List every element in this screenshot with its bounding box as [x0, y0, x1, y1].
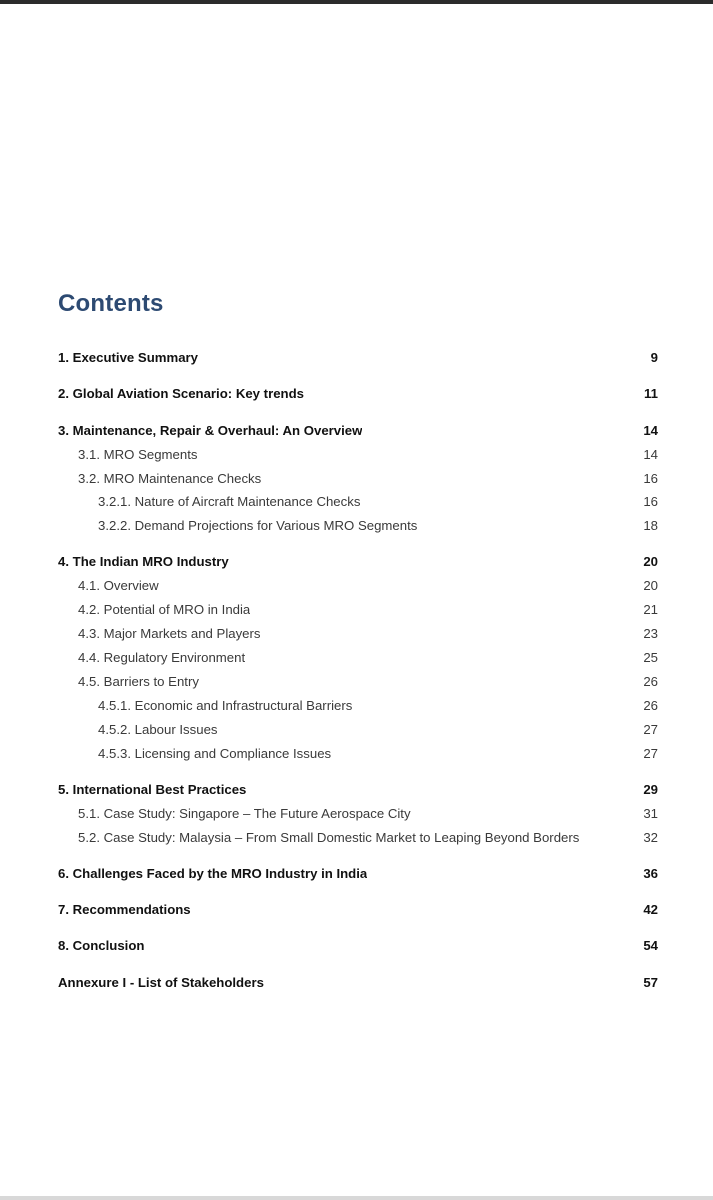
toc-entry-label: 5.1. Case Study: Singapore – The Future Aerospace City — [78, 805, 411, 821]
toc-entry-label: 3.1. MRO Segments — [78, 446, 198, 462]
bottom-edge-line — [0, 1196, 713, 1200]
toc-entry-label: 1. Executive Summary — [58, 349, 199, 365]
toc-entry-conclusion[interactable] — [58, 934, 660, 956]
toc-entry-global-aviation-scenario[interactable] — [58, 382, 660, 404]
toc-entry-page: 20 — [643, 553, 658, 569]
toc-entry-barriers-to-entry[interactable] — [58, 670, 660, 692]
toc-entry-page: 20 — [643, 577, 658, 593]
toc-entry-page: 26 — [643, 673, 658, 689]
toc-entry-international-best-practices[interactable] — [58, 778, 660, 800]
toc-entry-label: 4.5.1. Economic and Infrastructural Barriers — [98, 697, 353, 713]
toc-entry-label: 3. Maintenance, Repair & Overhaul: An Overview — [58, 422, 363, 438]
toc-entry-page: 31 — [643, 805, 658, 821]
toc-entry-label: 2. Global Aviation Scenario: Key trends — [58, 385, 304, 401]
page-title: Contents — [58, 290, 164, 317]
toc-entry-major-markets[interactable] — [58, 622, 660, 644]
toc-entry-label: 4. The Indian MRO Industry — [58, 553, 229, 569]
toc-entry-label: 3.2.1. Nature of Aircraft Maintenance Checks — [98, 493, 361, 509]
toc-entry-label: 5. International Best Practices — [58, 781, 247, 797]
toc-entry-page: 25 — [643, 649, 658, 665]
toc-entry-nature-of-checks[interactable] — [58, 490, 660, 512]
toc-entry-page: 32 — [643, 829, 658, 845]
toc-entry-challenges[interactable] — [58, 862, 660, 884]
toc-entry-page: 42 — [643, 901, 658, 917]
toc-entry-label: 8. Conclusion — [58, 937, 145, 953]
toc-entry-page: 27 — [643, 721, 658, 737]
toc-entry-label: 7. Recommendations — [58, 901, 191, 917]
toc-entry-label: 5.2. Case Study: Malaysia – From Small Domestic Market to Leaping Beyond Borders — [78, 829, 580, 845]
toc-entry-potential-of-mro[interactable] — [58, 598, 660, 620]
toc-entry-label: 4.5. Barriers to Entry — [78, 673, 199, 689]
toc-entry-indian-mro-industry[interactable] — [58, 550, 660, 572]
toc-entry-case-study-malaysia[interactable] — [58, 826, 660, 848]
toc-entry-overview[interactable] — [58, 574, 660, 596]
toc-entry-label: 4.5.3. Licensing and Compliance Issues — [98, 745, 332, 761]
toc-entry-recommendations[interactable] — [58, 898, 660, 920]
toc-entry-regulatory-environment[interactable] — [58, 646, 660, 668]
toc-entry-licensing-issues[interactable] — [58, 742, 660, 764]
toc-entry-page: 27 — [643, 745, 658, 761]
toc-entry-mro-segments[interactable] — [58, 443, 660, 465]
toc-entry-page: 21 — [643, 601, 658, 617]
toc-entry-label: 4.2. Potential of MRO in India — [78, 601, 251, 617]
toc-entry-label: 4.1. Overview — [78, 577, 159, 593]
toc-entry-page: 11 — [644, 385, 658, 401]
toc-entry-label: 4.5.2. Labour Issues — [98, 721, 218, 737]
toc-entry-mro-overview[interactable] — [58, 419, 660, 441]
toc-entry-label: 4.3. Major Markets and Players — [78, 625, 261, 641]
toc-entry-economic-barriers[interactable] — [58, 694, 660, 716]
toc-entry-page: 9 — [650, 349, 658, 365]
toc-entry-mro-maintenance-checks[interactable] — [58, 467, 660, 489]
toc-entry-annexure-stakeholders[interactable] — [58, 971, 660, 993]
toc-entry-label: 3.2.2. Demand Projections for Various MRO Segments — [98, 517, 418, 533]
toc-entry-page: 16 — [643, 493, 658, 509]
toc-entry-page: 23 — [643, 625, 658, 641]
toc-entry-label: Annexure I - List of Stakeholders — [58, 974, 264, 990]
toc-entry-label: 4.4. Regulatory Environment — [78, 649, 246, 665]
toc-entry-label: 3.2. MRO Maintenance Checks — [78, 470, 262, 486]
toc-entry-label: 6. Challenges Faced by the MRO Industry in India — [58, 865, 368, 881]
toc-entry-case-study-singapore[interactable] — [58, 802, 660, 824]
top-edge-bar — [0, 0, 713, 4]
toc-entry-page: 26 — [643, 697, 658, 713]
toc-entry-page: 36 — [643, 865, 658, 881]
toc-entry-executive-summary[interactable] — [58, 346, 660, 368]
toc-entry-page: 18 — [643, 517, 658, 533]
toc-entry-page: 54 — [643, 937, 658, 953]
toc-entry-page: 16 — [643, 470, 658, 486]
toc-entry-page: 14 — [643, 446, 658, 462]
toc-entry-labour-issues[interactable] — [58, 718, 660, 740]
toc-entry-page: 57 — [643, 974, 658, 990]
toc-entry-page: 29 — [643, 781, 658, 797]
toc-entry-page: 14 — [643, 422, 658, 438]
toc-entry-demand-projections[interactable] — [58, 514, 660, 536]
